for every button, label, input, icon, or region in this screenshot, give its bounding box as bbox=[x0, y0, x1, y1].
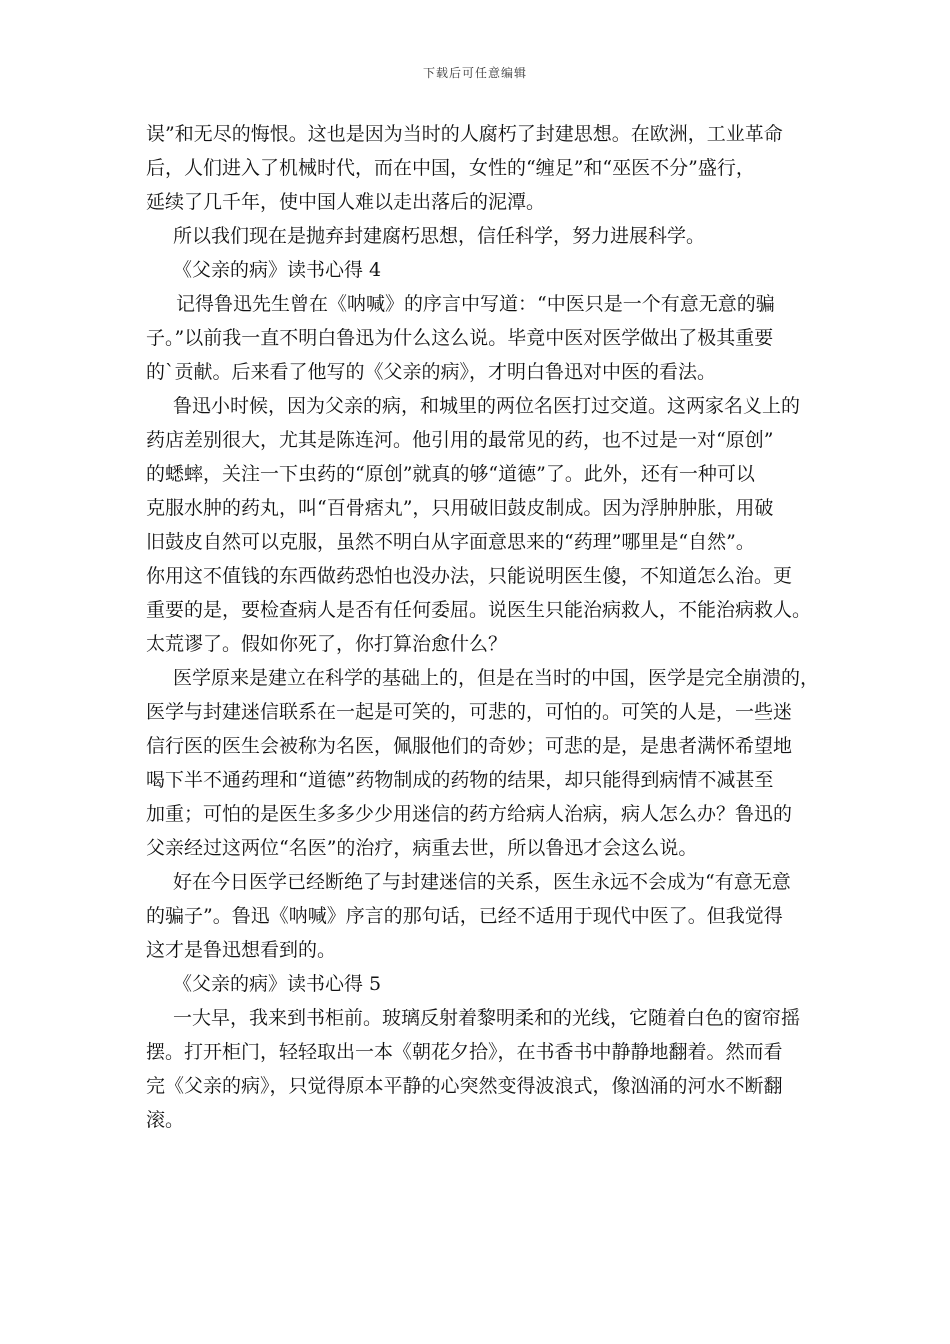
paragraph-start: 一大早，我来到书柜前。玻璃反射着黎明柔和的光线，它随着白色的窗帘摇 bbox=[173, 1007, 801, 1029]
paragraph-start: 记得鲁迅先生曾在《呐喊》的序言中写道：“中医只是一个有意无意的骗 bbox=[176, 293, 775, 315]
text-line: 子。”以前我一直不明白鲁迅为什么这么说。毕竟中医对医学做出了极其重要 bbox=[146, 327, 774, 349]
text-line: 延续了几千年，使中国人难以走出落后的泥潭。 bbox=[146, 191, 546, 213]
paragraph-start: 好在今日医学已经断绝了与封建迷信的关系，医生永远不会成为“有意无意 bbox=[173, 871, 791, 893]
text-line: 克服水肿的药丸，叫“百骨痞丸”，只用破旧鼓皮制成。因为浮肿肿胀，用破 bbox=[146, 497, 774, 519]
text-line: 滚。 bbox=[146, 1109, 185, 1131]
paragraph-start: 所以我们现在是抛弃封建腐朽思想，信任科学，努力进展科学。 bbox=[173, 225, 706, 247]
text-line: 的`贡献。后来看了他写的《父亲的病》，才明白鲁迅对中医的看法。 bbox=[146, 361, 717, 383]
page-header: 下载后可任意编辑 bbox=[422, 66, 527, 80]
text-line: 你用这不值钱的东西做药恐怕也没办法，只能说明医生傻，不知道怎么治。更 bbox=[146, 565, 793, 587]
document-body bbox=[146, 117, 818, 1137]
text-line: 重要的是，要检查病人是否有任何委屈。说医生只能治病救人，不能治病救人。 bbox=[146, 599, 812, 621]
text-line: 摆。打开柜门，轻轻取出一本《朝花夕拾》，在书香书中静静地翻着。然而看 bbox=[146, 1041, 783, 1063]
section-heading: 《父亲的病》读书心得 4 bbox=[173, 259, 382, 281]
section-heading: 《父亲的病》读书心得 5 bbox=[173, 973, 382, 995]
text-line: 的骗子”。鲁迅《呐喊》序言的那句话，已经不适用于现代中医了。但我觉得 bbox=[146, 905, 783, 927]
text-line: 这才是鲁迅想看到的。 bbox=[146, 939, 337, 961]
paragraph-start: 鲁迅小时候，因为父亲的病，和城里的两位名医打过交道。这两家名义上的 bbox=[173, 395, 801, 417]
text-line: 加重；可怕的是医生多多少少用迷信的药方给病人治病，病人怎么办？鲁迅的 bbox=[146, 803, 793, 825]
text-line: 信行医的医生会被称为名医，佩服他们的奇妙；可悲的是，是患者满怀希望地 bbox=[146, 735, 793, 757]
text-line: 医学与封建迷信联系在一起是可笑的，可悲的，可怕的。可笑的人是，一些迷 bbox=[146, 701, 793, 723]
text-line: 药店差别很大，尤其是陈连河。他引用的最常见的药，也不过是一对“原创” bbox=[146, 429, 774, 451]
paragraph-start: 医学原来是建立在科学的基础上的，但是在当时的中国，医学是完全崩溃的， bbox=[173, 667, 820, 689]
text-line: 太荒谬了。假如你死了，你打算治愈什么？ bbox=[146, 633, 508, 655]
text-line: 完《父亲的病》，只觉得原本平静的心突然变得波浪式，像汹涌的河水不断翻 bbox=[146, 1075, 783, 1097]
text-line: 父亲经过这两位“名医”的治疗，病重去世，所以鲁迅才会这么说。 bbox=[146, 837, 698, 859]
text-line: 误”和无尽的悔恨。这也是因为当时的人腐朽了封建思想。在欧洲，工业革命 bbox=[146, 123, 783, 145]
text-line: 喝下半不通药理和“道德”药物制成的药物的结果，却只能得到病情不减甚至 bbox=[146, 769, 774, 791]
text-line: 的蟋蟀，关注一下虫药的“原创”就真的够“道德”了。此外，还有一种可以 bbox=[146, 463, 755, 485]
text-line: 后，人们进入了机械时代，而在中国，女性的“缠足”和“巫医不分”盛行， bbox=[146, 157, 755, 179]
text-line: 旧鼓皮自然可以克服，虽然不明白从字面意思来的“药理”哪里是“自然”。 bbox=[146, 531, 755, 553]
